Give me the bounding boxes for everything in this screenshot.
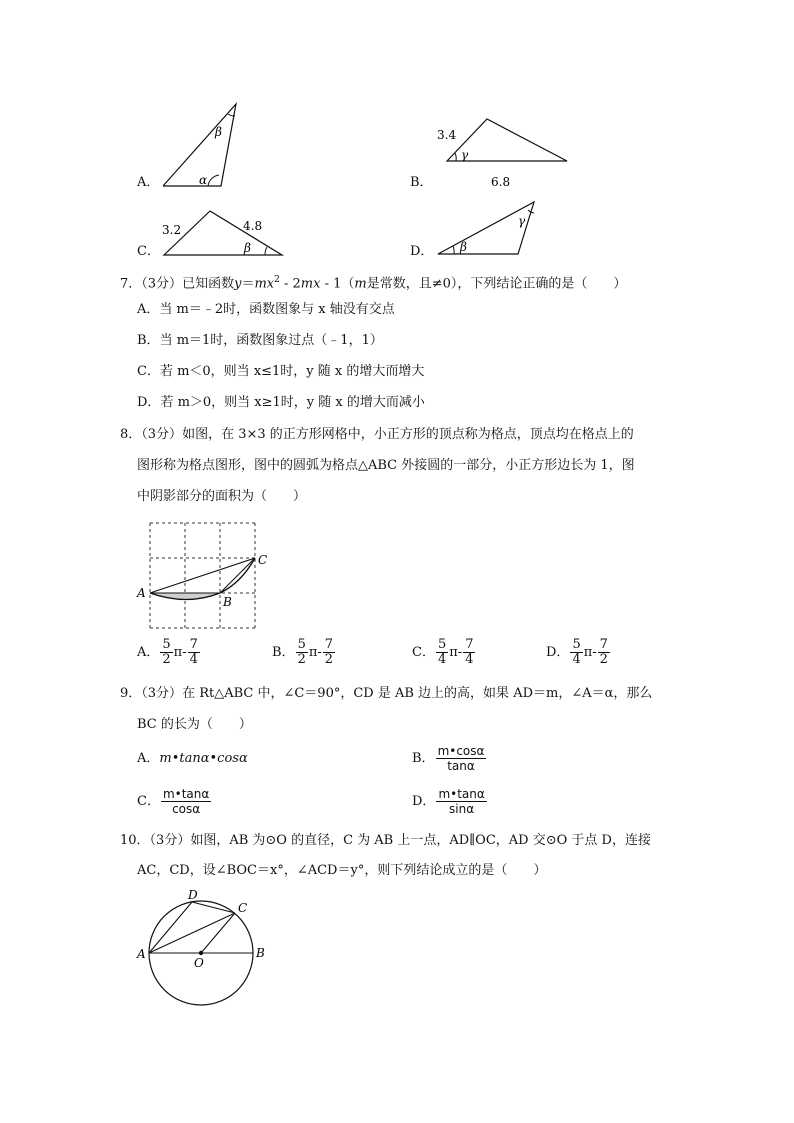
- q7-option-d-label: D．: [137, 395, 161, 410]
- q7-score: （3分）: [141, 276, 183, 292]
- q8-option-b-fraction-1: [296, 638, 308, 667]
- q10-point-c: C: [238, 901, 248, 915]
- q6c-side-label-1: 3.2: [162, 223, 182, 237]
- q9-option-d-label: D．: [412, 793, 436, 809]
- q6d-beta-label: β: [460, 240, 467, 254]
- q10-stem-line-1: [120, 832, 651, 850]
- q9-option-c-fraction: [161, 787, 211, 816]
- q8-point-c: C: [258, 553, 268, 567]
- q8a-n1: 5: [162, 637, 171, 652]
- q6b-side-label-1: 3.4: [437, 128, 457, 142]
- q8-number: 8．: [120, 427, 142, 442]
- q9-option-d: [412, 787, 488, 816]
- q7-option-c-text: 若 m＜0，则当 x≤1时，y 随 x 的增大而增大: [159, 364, 425, 379]
- q9-option-a-text: m•tanα•cosα: [159, 751, 248, 766]
- q7-stem-text: 已知函数: [182, 276, 235, 292]
- q6a-beta-label: β: [215, 125, 222, 139]
- q8d-d2: 2: [599, 652, 608, 667]
- q7-var-m3: m: [354, 276, 367, 292]
- q10-point-d: D: [188, 888, 198, 902]
- q6-option-b-label: B．: [410, 175, 433, 190]
- q9d-numerator: m•tanα: [438, 787, 485, 801]
- q7-eq: ＝: [241, 276, 255, 292]
- q8-option-c: [412, 638, 476, 667]
- q8-stem-line-3: 中阴影部分的面积为（ ）: [137, 489, 307, 504]
- q8a-d2: 4: [189, 652, 198, 667]
- q7-option-d: [137, 394, 425, 412]
- q6-option-a-label: A．: [137, 175, 160, 190]
- q7-var-x2: x: [313, 276, 321, 292]
- q9c-denominator: cosα: [172, 802, 201, 816]
- q6-figure-c: [160, 205, 290, 260]
- q8-point-a: A: [137, 586, 146, 600]
- q8d-minus: -: [592, 644, 597, 660]
- q8b-n2: 7: [324, 637, 334, 652]
- q8-option-a-fraction-2: [188, 638, 200, 667]
- q7-exponent: 2: [274, 275, 280, 285]
- q6b-gamma-label: γ: [461, 148, 469, 162]
- q8-line-1: 如图，在 3×3 的正方形网格中，小正方形的顶点称为格点，顶点均在格点上的: [182, 427, 634, 442]
- q8-score: （3分）: [141, 427, 183, 442]
- q8c-minus: -: [457, 644, 463, 660]
- q8-option-d-fraction-2: [598, 638, 610, 667]
- q10-number: 10．: [120, 833, 150, 848]
- q7-option-b-text: 当 m＝1时，函数图象过点（﹣1，1）: [159, 333, 383, 348]
- q8a-n2: 7: [189, 637, 198, 652]
- q8c-n1: 5: [437, 637, 447, 652]
- q7-var-y: y: [234, 276, 242, 292]
- q10-point-o: O: [194, 956, 204, 970]
- q9d-denominator: sinα: [449, 802, 475, 816]
- q6b-side-label-2: 6.8: [491, 175, 511, 189]
- q10-score: （3分）: [149, 833, 191, 848]
- q8a-minus: -: [182, 644, 187, 660]
- q8c-d1: 4: [437, 652, 447, 667]
- q8d-d1: 4: [572, 652, 581, 667]
- q8-option-c-fraction-2: [463, 638, 475, 667]
- q8-option-a: [137, 638, 201, 667]
- q6-option-d-label: D．: [410, 244, 434, 259]
- q9b-denominator: tanα: [447, 759, 475, 773]
- q9-option-c: [137, 787, 212, 816]
- q10-point-b: B: [256, 946, 265, 960]
- q7-number: 7．: [120, 276, 142, 292]
- q8-stem-line-1: [120, 426, 634, 444]
- q10-circle-figure: [133, 885, 273, 1007]
- q7-option-a-text: 当 m＝﹣2时，函数图象与 x 轴没有交点: [159, 302, 395, 317]
- q7-option-b: [137, 332, 383, 350]
- q7-tail-2: 是常数，且≠0），下列结论正确的是（ ）: [366, 276, 627, 292]
- q8-option-d: [546, 638, 611, 667]
- q9b-numerator: m•cosα: [437, 744, 485, 758]
- q6-option-c-label: C．: [137, 244, 160, 259]
- q7-option-c-label: C．: [137, 364, 160, 379]
- q10-point-a: A: [137, 947, 146, 961]
- q9-option-b-label: B．: [412, 750, 435, 766]
- q9-line-1: 在 Rt△ABC 中，∠C＝90°，CD 是 AB 边上的高，如果 AD＝m，∠A＝α，那么: [182, 686, 653, 701]
- q6d-gamma-label: γ: [518, 214, 526, 228]
- q9-stem-line-2: BC 的长为（ ）: [137, 717, 252, 732]
- q7-option-d-text: 若 m＞0，则当 x≥1时，y 随 x 的增大而减小: [160, 395, 425, 410]
- q9-option-a-label: A．: [137, 751, 160, 766]
- q8b-d2: 2: [324, 652, 334, 667]
- q6-figure-b: [432, 115, 577, 190]
- q7-option-c: [137, 363, 424, 381]
- q9-option-b-fraction: [436, 744, 487, 773]
- q8a-d1: 2: [162, 652, 171, 667]
- q8d-pi: π: [583, 644, 593, 660]
- q9-option-c-label: C．: [137, 793, 160, 809]
- q8-option-a-fraction-1: [160, 638, 172, 667]
- q7-stem: [120, 271, 626, 293]
- q6c-beta-label: β: [244, 241, 251, 255]
- q8c-d2: 4: [465, 652, 474, 667]
- q8-option-b: [272, 638, 336, 667]
- q8c-n2: 7: [465, 637, 474, 652]
- q8-point-b: B: [223, 595, 232, 609]
- q8-option-b-fraction-2: [323, 638, 335, 667]
- q10-stem-line-2: AC，CD，设∠BOC＝x°，∠ACD＝y°，则下列结论成立的是（ ）: [137, 863, 547, 878]
- q7-option-a-label: A．: [137, 302, 160, 317]
- q8b-pi: π: [308, 644, 318, 660]
- q6c-side-label-2: 4.8: [243, 219, 263, 233]
- q8a-pi: π: [173, 644, 183, 660]
- q8-option-a-label: A．: [137, 644, 160, 660]
- q10-line-1: 如图，AB 为⊙O 的直径，C 为 AB 上一点，AD∥OC，AD 交⊙O 于点 D，连接: [190, 833, 651, 848]
- q8-option-c-label: C．: [412, 644, 435, 660]
- q9-stem-line-1: [120, 685, 652, 703]
- q9-option-b: [412, 744, 487, 773]
- q9-number: 9．: [120, 686, 142, 701]
- q8b-minus: -: [317, 644, 322, 660]
- q7-var-x: x: [266, 276, 275, 292]
- q8-grid-figure: [135, 515, 270, 630]
- q8b-n1: 5: [297, 637, 306, 652]
- q8c-pi: π: [449, 644, 458, 660]
- q6a-alpha-label: α: [199, 173, 208, 187]
- q6-figure-d: [432, 198, 542, 258]
- q9-score: （3分）: [141, 686, 183, 701]
- q8d-n2: 7: [599, 637, 608, 652]
- q8-stem-line-2: 图形称为格点图形，图中的圆弧为格点△ABC 外接圆的一部分，小正方形边长为 1，图: [137, 458, 635, 473]
- q9c-numerator: m•tanα: [162, 787, 210, 801]
- q7-option-b-label: B．: [137, 333, 160, 348]
- q6-figure-a: [160, 100, 250, 192]
- q9-option-d-fraction: [436, 787, 486, 816]
- q7-minus: - 2: [279, 276, 301, 292]
- q7-option-a: [137, 301, 395, 319]
- q8-option-d-label: D．: [546, 644, 570, 660]
- q7-var-m: m: [254, 276, 267, 292]
- q8-option-c-fraction-1: [436, 638, 448, 667]
- q9-option-a: [137, 750, 248, 768]
- q8-option-d-fraction-1: [570, 638, 582, 667]
- q8b-d1: 2: [297, 652, 306, 667]
- q7-var-m2: m: [300, 276, 314, 292]
- q7-tail: - 1（: [320, 276, 355, 292]
- q8-option-b-label: B．: [272, 644, 295, 660]
- q8d-n1: 5: [572, 637, 581, 652]
